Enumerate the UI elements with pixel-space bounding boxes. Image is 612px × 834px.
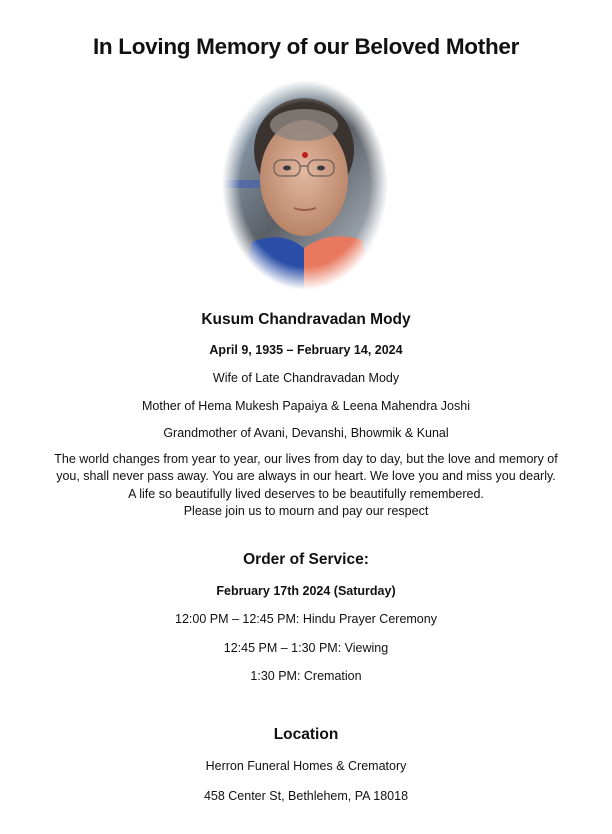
service-item: 1:30 PM: Cremation	[250, 669, 362, 683]
service-item: 12:00 PM – 12:45 PM: Hindu Prayer Ceremony	[175, 612, 437, 626]
location-heading: Location	[273, 726, 339, 743]
message-line: A life so beautifully lived deserves to be beautifully remembered.	[128, 486, 484, 501]
message-line: you, shall never pass away. You are always in our heart. We love you and miss you dearly.	[56, 469, 556, 484]
service-date: February 17th 2024 (Saturday)	[216, 584, 396, 598]
location-address: 458 Center St, Bethlehem, PA 18018	[203, 789, 409, 803]
relation-spouse: Wife of Late Chandravadan Mody	[212, 371, 400, 385]
deceased-name: Kusum Chandravadan Mody	[201, 311, 411, 328]
memorial-message	[0, 451, 612, 520]
relation-grandchildren: Grandmother of Avani, Devanshi, Bhowmik & Kunal	[163, 426, 449, 440]
service-heading: Order of Service:	[243, 551, 369, 568]
message-line: The world changes from year to year, our lives from day to day, but the love and memory of	[54, 452, 558, 466]
service-item: 12:45 PM – 1:30 PM: Viewing	[223, 641, 389, 655]
relation-children: Mother of Hema Mukesh Papaiya & Leena Mahendra Joshi	[142, 399, 470, 413]
life-dates: April 9, 1935 – February 14, 2024	[209, 343, 403, 357]
page-title: In Loving Memory of our Beloved Mother	[92, 34, 520, 59]
location-venue: Herron Funeral Homes & Crematory	[205, 759, 407, 773]
memorial-portrait-photo	[222, 80, 388, 290]
message-line: Please join us to mourn and pay our respect	[183, 503, 429, 518]
portrait-image	[222, 80, 388, 290]
